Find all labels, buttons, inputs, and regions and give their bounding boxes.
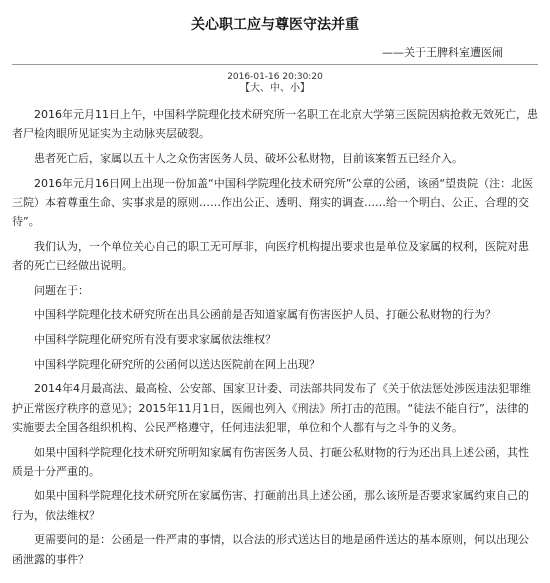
font-size-separator: 、 [260,83,270,94]
article-paragraph: 中国科学院理化研究所有没有要求家属依法维权？ [34,333,276,347]
article-paragraph: 更需要问的是：公函是一件严肃的事情，以合法的形式送达目的地是函件送达的基本原则，何以出现公函泄露的事件？ [12,533,529,566]
article-paragraph: 如果中国科学院理化技术研究所在家属伤害、打砸前出具上述公函，那么该所是否要求家属约束自己的行为，依法维权？ [12,489,529,522]
article-paragraph: 我们认为，一个单位关心自己的职工无可厚非，向医疗机构提出要求也是单位及家属的权利，医院对患者的死亡已经做出说明。 [12,239,529,272]
article-paragraph: 患者死亡后，家属以五十人之众伤害医务人员、破坏公私财物，目前该案暂五已经介入。 [34,151,463,165]
article-paragraph: 如果中国科学院理化技术研究所明知家属有伤害医务人员、打砸公私财物的行为还出具上述公函，其性质是十分严重的。 [12,445,529,478]
article-subtitle: ——关于王脾科室遭医闹 [382,46,503,59]
article-paragraph: 中国科学院理化研究所的公函何以送达医院前在网上出现？ [34,357,320,371]
font-size-close-bracket: 】 [300,83,310,94]
publish-datetime: 2016-01-16 20:30:20 [227,72,323,82]
font-size-small-link[interactable]: 小 [290,83,300,94]
font-size-medium-link[interactable]: 中 [270,83,280,94]
article-paragraph: 问题在于： [34,283,89,297]
font-size-selector [12,83,538,95]
article-paragraph: 2016年元月11日上午，中国科学院理化技术研究所一名职工在北京大学第三医院因病抢救无效死亡，患者尸检肉眼所见证实为主动脉夹层破裂。 [12,108,538,141]
article-body [12,105,538,569]
article-title: 关心职工应与尊医守法并重 [191,17,359,33]
article-paragraph: 中国科学院理化技术研究所在出具公函前是否知道家属有伤害医护人员、打砸公私财物的行为？ [34,308,496,322]
article-paragraph: 2016年元月16日网上出现一份加盖“中国科学院理化技术研究所”公章的公函，该函“望贵院（注：北医三院）本着尊重生命、实事求是的原则……作出公正、透明、翔实的调查……给一个明白、公正、合理的交待”。 [12,176,534,229]
font-size-large-link[interactable]: 大 [250,83,260,94]
article-paragraph: 2014年4月最高法、最高检、公安部、国家卫计委、司法部共同发布了《关于依法惩处涉医违法犯罪维护正常医疗秩序的意见》；2015年11月1日，医闹也列入《刑法》所打击的范围。“徒法不能自行”，法律的实施要去全国各组织机构、公民严格遵守，任何违法犯罪，单位和个人都有与之斗争的义务。 [12,382,531,434]
font-size-open-bracket: 【 [240,83,250,94]
font-size-separator: 、 [280,83,290,94]
title-divider [12,64,538,65]
